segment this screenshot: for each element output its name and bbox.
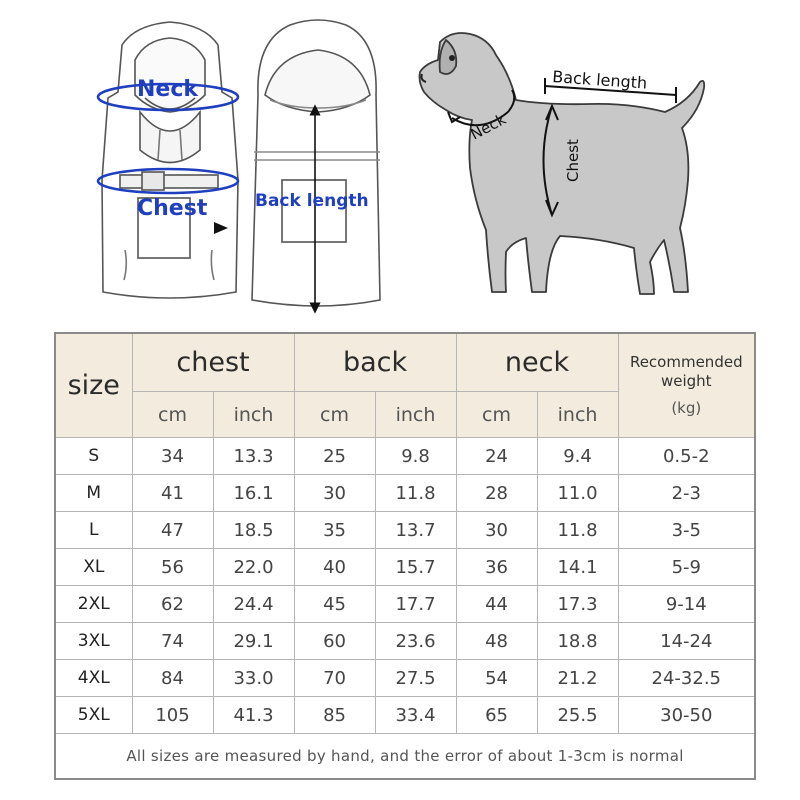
chest-inch-header: inch bbox=[213, 392, 294, 438]
chest-cm-cell: 62 bbox=[132, 586, 213, 623]
chest-inch-cell: 29.1 bbox=[213, 623, 294, 660]
size-cell: XL bbox=[55, 549, 132, 586]
back-cm-cell: 35 bbox=[294, 512, 375, 549]
neck-inch-header: inch bbox=[537, 392, 618, 438]
table-row bbox=[55, 438, 755, 475]
size-cell: L bbox=[55, 512, 132, 549]
neck-label-front: Neck bbox=[137, 77, 199, 102]
back-inch-cell: 23.6 bbox=[375, 623, 456, 660]
chest-cm-cell: 105 bbox=[132, 697, 213, 734]
chest-column-header: chest bbox=[132, 333, 294, 392]
chest-label-front: Chest bbox=[137, 196, 208, 221]
back-inch-cell: 33.4 bbox=[375, 697, 456, 734]
neck-inch-cell: 11.8 bbox=[537, 512, 618, 549]
table-row bbox=[55, 623, 755, 660]
size-rows bbox=[55, 438, 755, 734]
weight-cell: 0.5-2 bbox=[618, 438, 755, 475]
chest-cm-cell: 41 bbox=[132, 475, 213, 512]
size-cell: S bbox=[55, 438, 132, 475]
neck-inch-cell: 14.1 bbox=[537, 549, 618, 586]
back-cm-cell: 60 bbox=[294, 623, 375, 660]
neck-inch-cell: 25.5 bbox=[537, 697, 618, 734]
neck-inch-cell: 21.2 bbox=[537, 660, 618, 697]
weight-cell: 14-24 bbox=[618, 623, 755, 660]
table-row bbox=[55, 512, 755, 549]
back-inch-cell: 11.8 bbox=[375, 475, 456, 512]
weight-cell: 3-5 bbox=[618, 512, 755, 549]
table-row bbox=[55, 697, 755, 734]
back-cm-cell: 45 bbox=[294, 586, 375, 623]
weight-cell: 5-9 bbox=[618, 549, 755, 586]
neck-column-header: neck bbox=[456, 333, 618, 392]
chest-cm-cell: 74 bbox=[132, 623, 213, 660]
chest-cm-cell: 47 bbox=[132, 512, 213, 549]
size-cell: 5XL bbox=[55, 697, 132, 734]
raincoat-front-view bbox=[102, 22, 238, 298]
neck-cm-cell: 30 bbox=[456, 512, 537, 549]
back-cm-header: cm bbox=[294, 392, 375, 438]
neck-inch-cell: 17.3 bbox=[537, 586, 618, 623]
neck-inch-cell: 11.0 bbox=[537, 475, 618, 512]
weight-cell: 2-3 bbox=[618, 475, 755, 512]
size-cell: M bbox=[55, 475, 132, 512]
back-inch-cell: 15.7 bbox=[375, 549, 456, 586]
neck-cm-cell: 65 bbox=[456, 697, 537, 734]
chest-cm-cell: 34 bbox=[132, 438, 213, 475]
weight-unit-label: (kg) bbox=[671, 399, 702, 417]
chest-cm-cell: 56 bbox=[132, 549, 213, 586]
table-row bbox=[55, 586, 755, 623]
neck-cm-cell: 54 bbox=[456, 660, 537, 697]
back-column-header: back bbox=[294, 333, 456, 392]
neck-cm-cell: 36 bbox=[456, 549, 537, 586]
neck-cm-cell: 28 bbox=[456, 475, 537, 512]
chest-inch-cell: 13.3 bbox=[213, 438, 294, 475]
chest-inch-cell: 41.3 bbox=[213, 697, 294, 734]
measurement-illustrations bbox=[0, 0, 800, 325]
header-row-main bbox=[55, 333, 755, 392]
weight-cell: 30-50 bbox=[618, 697, 755, 734]
chest-inch-cell: 16.1 bbox=[213, 475, 294, 512]
chest-inch-cell: 24.4 bbox=[213, 586, 294, 623]
size-column-header: size bbox=[55, 333, 132, 438]
weight-header-line1: Recommended bbox=[629, 353, 743, 371]
neck-cm-cell: 44 bbox=[456, 586, 537, 623]
table-row bbox=[55, 549, 755, 586]
back-cm-cell: 40 bbox=[294, 549, 375, 586]
size-cell: 3XL bbox=[55, 623, 132, 660]
footnote-row bbox=[55, 734, 755, 780]
back-cm-cell: 25 bbox=[294, 438, 375, 475]
back-inch-cell: 9.8 bbox=[375, 438, 456, 475]
back-cm-cell: 85 bbox=[294, 697, 375, 734]
neck-cm-header: cm bbox=[456, 392, 537, 438]
neck-cm-cell: 24 bbox=[456, 438, 537, 475]
back-inch-cell: 27.5 bbox=[375, 660, 456, 697]
neck-label-dog: Neck bbox=[467, 110, 509, 144]
neck-inch-cell: 18.8 bbox=[537, 623, 618, 660]
recommended-weight-header bbox=[618, 333, 755, 438]
neck-cm-cell: 48 bbox=[456, 623, 537, 660]
weight-cell: 9-14 bbox=[618, 586, 755, 623]
chest-inch-cell: 18.5 bbox=[213, 512, 294, 549]
dog-eye-icon bbox=[449, 55, 455, 61]
size-cell: 2XL bbox=[55, 586, 132, 623]
back-inch-header: inch bbox=[375, 392, 456, 438]
table-row bbox=[55, 475, 755, 512]
chest-cm-header: cm bbox=[132, 392, 213, 438]
back-length-label-dog: Back length bbox=[551, 67, 648, 93]
chest-cm-cell: 84 bbox=[132, 660, 213, 697]
size-cell: 4XL bbox=[55, 660, 132, 697]
back-cm-cell: 30 bbox=[294, 475, 375, 512]
weight-cell: 24-32.5 bbox=[618, 660, 755, 697]
back-inch-cell: 17.7 bbox=[375, 586, 456, 623]
back-inch-cell: 13.7 bbox=[375, 512, 456, 549]
weight-header-line2: weight bbox=[660, 372, 712, 390]
neck-inch-cell: 9.4 bbox=[537, 438, 618, 475]
back-cm-cell: 70 bbox=[294, 660, 375, 697]
chest-label-dog: Chest bbox=[564, 139, 582, 182]
raincoat-back-view bbox=[252, 20, 380, 306]
chest-inch-cell: 22.0 bbox=[213, 549, 294, 586]
back-length-label-raincoat: Back length bbox=[255, 191, 369, 211]
chest-inch-cell: 33.0 bbox=[213, 660, 294, 697]
table-row bbox=[55, 660, 755, 697]
measurement-footnote: All sizes are measured by hand, and the error of about 1-3cm is normal bbox=[55, 734, 755, 780]
size-chart-table bbox=[54, 332, 756, 780]
